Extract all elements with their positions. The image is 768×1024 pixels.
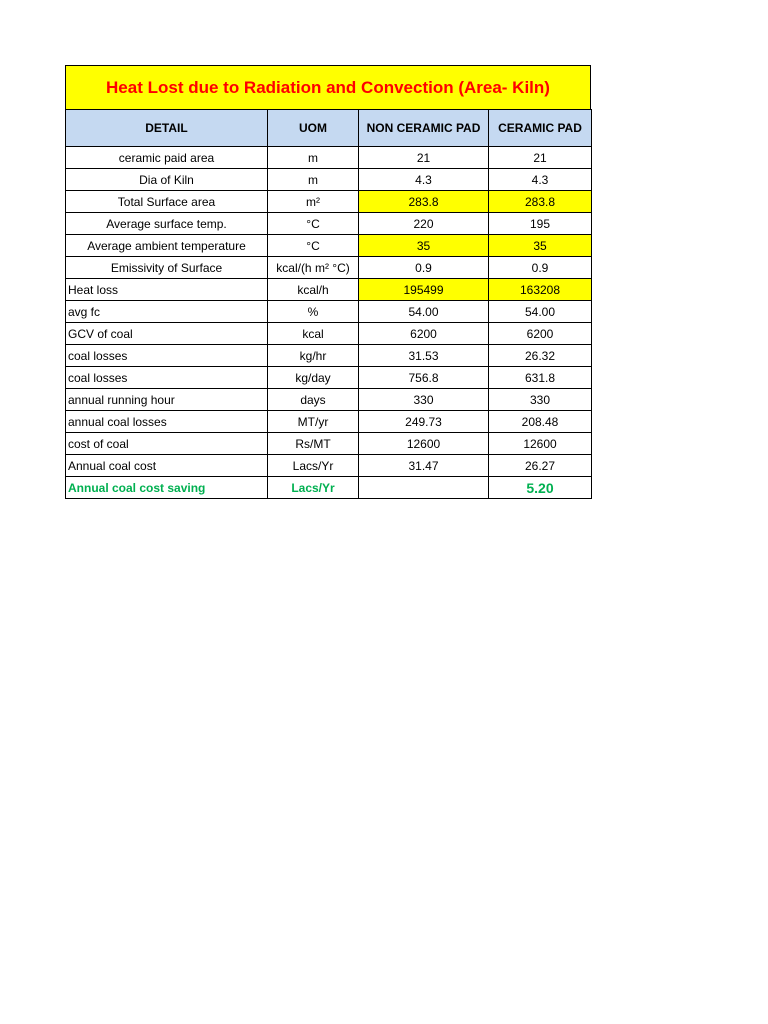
cell-detail: GCV of coal (66, 323, 268, 345)
table-row (66, 367, 592, 389)
cell-non-ceramic: 195499 (359, 279, 489, 301)
cell-ceramic: 6200 (489, 323, 592, 345)
cell-ceramic: 21 (489, 147, 592, 169)
cell-uom: kg/day (268, 367, 359, 389)
cell-uom: °C (268, 235, 359, 257)
cell-non-ceramic: 21 (359, 147, 489, 169)
cell-non-ceramic: 0.9 (359, 257, 489, 279)
cell-non-ceramic: 12600 (359, 433, 489, 455)
cell-non-ceramic: 283.8 (359, 191, 489, 213)
table-row (66, 147, 592, 169)
cell-uom: m (268, 169, 359, 191)
cell-detail: annual coal losses (66, 411, 268, 433)
cell-detail: Total Surface area (66, 191, 268, 213)
cell-detail: Emissivity of Surface (66, 257, 268, 279)
saving-detail: Annual coal cost saving (66, 477, 268, 499)
cell-non-ceramic: 249.73 (359, 411, 489, 433)
header-detail: DETAIL (66, 110, 268, 147)
saving-value: 5.20 (489, 477, 592, 499)
cell-uom: days (268, 389, 359, 411)
table-row (66, 301, 592, 323)
cell-ceramic: 631.8 (489, 367, 592, 389)
table-row (66, 235, 592, 257)
table-row (66, 279, 592, 301)
cell-non-ceramic: 6200 (359, 323, 489, 345)
cell-non-ceramic: 4.3 (359, 169, 489, 191)
cell-non-ceramic: 54.00 (359, 301, 489, 323)
cell-ceramic: 4.3 (489, 169, 592, 191)
cell-uom: m² (268, 191, 359, 213)
cell-uom: kcal/(h m² °C) (268, 257, 359, 279)
cell-uom: kg/hr (268, 345, 359, 367)
cell-ceramic: 26.32 (489, 345, 592, 367)
table-row (66, 411, 592, 433)
cell-detail: coal losses (66, 345, 268, 367)
heat-loss-sheet (65, 65, 591, 499)
cell-ceramic: 54.00 (489, 301, 592, 323)
saving-row (66, 477, 592, 499)
cell-detail: ceramic paid area (66, 147, 268, 169)
cell-non-ceramic: 35 (359, 235, 489, 257)
cell-ceramic: 0.9 (489, 257, 592, 279)
cell-ceramic: 195 (489, 213, 592, 235)
cell-uom: Rs/MT (268, 433, 359, 455)
header-uom: UOM (268, 110, 359, 147)
header-non-ceramic-pad: NON CERAMIC PAD (359, 110, 489, 147)
table-row (66, 257, 592, 279)
cell-non-ceramic: 31.47 (359, 455, 489, 477)
cell-ceramic: 283.8 (489, 191, 592, 213)
cell-detail: Dia of Kiln (66, 169, 268, 191)
cell-ceramic: 208.48 (489, 411, 592, 433)
cell-uom: kcal (268, 323, 359, 345)
saving-non-ceramic (359, 477, 489, 499)
cell-detail: Heat loss (66, 279, 268, 301)
table-row (66, 389, 592, 411)
header-row (66, 110, 592, 147)
cell-uom: MT/yr (268, 411, 359, 433)
cell-detail: coal losses (66, 367, 268, 389)
table-row (66, 169, 592, 191)
table-row (66, 191, 592, 213)
cell-non-ceramic: 756.8 (359, 367, 489, 389)
table-row (66, 323, 592, 345)
cell-detail: avg fc (66, 301, 268, 323)
table-row (66, 345, 592, 367)
cell-non-ceramic: 220 (359, 213, 489, 235)
cell-uom: m (268, 147, 359, 169)
cell-ceramic: 330 (489, 389, 592, 411)
table-row (66, 433, 592, 455)
heat-loss-table (65, 109, 592, 499)
cell-uom: Lacs/Yr (268, 455, 359, 477)
cell-non-ceramic: 330 (359, 389, 489, 411)
cell-detail: annual running hour (66, 389, 268, 411)
cell-non-ceramic: 31.53 (359, 345, 489, 367)
cell-detail: Average ambient temperature (66, 235, 268, 257)
table-row (66, 213, 592, 235)
cell-ceramic: 12600 (489, 433, 592, 455)
header-ceramic-pad: CERAMIC PAD (489, 110, 592, 147)
cell-detail: Annual coal cost (66, 455, 268, 477)
cell-uom: kcal/h (268, 279, 359, 301)
table-row (66, 455, 592, 477)
sheet-title: Heat Lost due to Radiation and Convection (Area- Kiln) (65, 65, 591, 109)
cell-detail: Average surface temp. (66, 213, 268, 235)
cell-uom: % (268, 301, 359, 323)
cell-ceramic: 26.27 (489, 455, 592, 477)
cell-ceramic: 163208 (489, 279, 592, 301)
cell-detail: cost of coal (66, 433, 268, 455)
cell-ceramic: 35 (489, 235, 592, 257)
cell-uom: °C (268, 213, 359, 235)
saving-uom: Lacs/Yr (268, 477, 359, 499)
